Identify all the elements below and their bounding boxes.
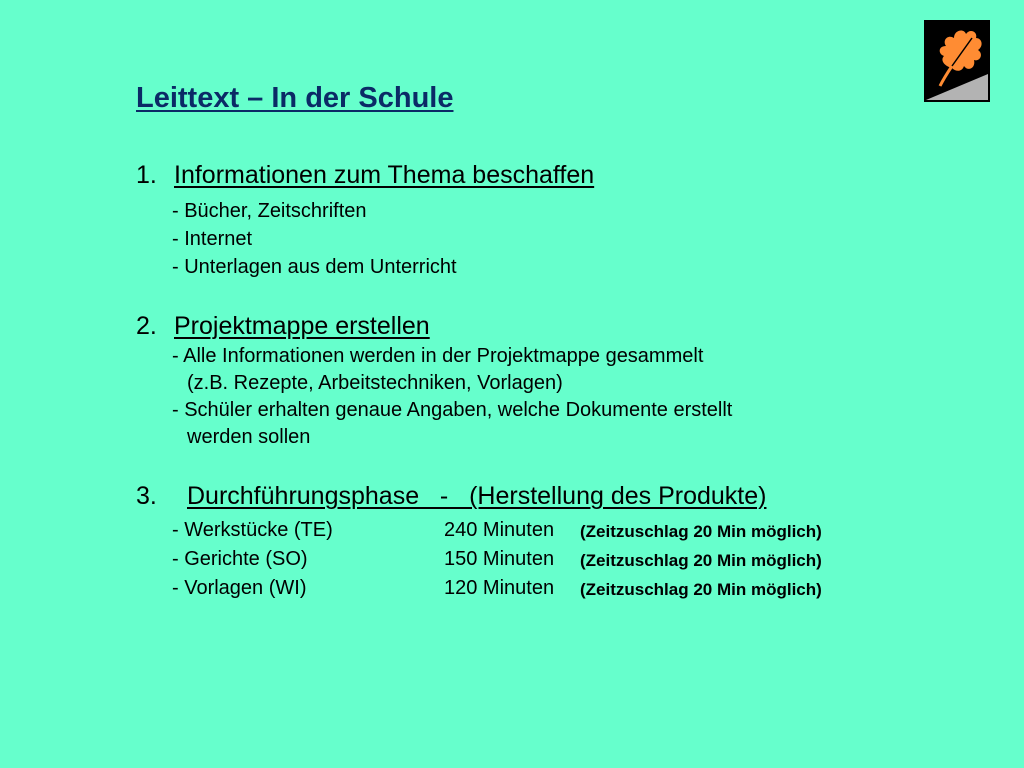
section1-number: 1. xyxy=(136,161,157,189)
row-minutes: 240 Minuten xyxy=(444,519,555,541)
row-note: (Zeitzuschlag 20 Min möglich) xyxy=(580,580,822,599)
row-item: - Gerichte (SO) xyxy=(172,548,308,570)
section1-item: - Unterlagen aus dem Unterricht xyxy=(172,256,457,278)
section2-line: - Schüler erhalten genaue Angaben, welche Dokumente erstellt xyxy=(172,399,733,421)
oak-leaf-icon xyxy=(926,22,988,100)
section2-line: werden sollen xyxy=(187,426,311,448)
section1-heading: Informationen zum Thema beschaffen xyxy=(174,161,595,189)
section1-item: - Bücher, Zeitschriften xyxy=(172,200,367,222)
row-item: - Vorlagen (WI) xyxy=(172,577,307,599)
page-title: Leittext – In der Schule xyxy=(136,82,454,114)
row-minutes: 150 Minuten xyxy=(444,548,555,570)
row-note: (Zeitzuschlag 20 Min möglich) xyxy=(580,522,822,541)
section2-line: (z.B. Rezepte, Arbeitstechniken, Vorlagen) xyxy=(187,372,563,394)
oak-leaf-logo xyxy=(924,20,990,102)
section2-number: 2. xyxy=(136,312,157,340)
section1-item: - Internet xyxy=(172,228,253,250)
section2-line: - Alle Informationen werden in der Projektmappe gesammelt xyxy=(172,345,704,367)
section2-heading: Projektmappe erstellen xyxy=(174,312,430,340)
section3-number: 3. xyxy=(136,482,157,510)
section3-heading: Durchführungsphase - (Herstellung des Produkte) xyxy=(187,482,767,510)
row-item: - Werkstücke (TE) xyxy=(172,519,333,541)
row-note: (Zeitzuschlag 20 Min möglich) xyxy=(580,551,822,570)
row-minutes: 120 Minuten xyxy=(444,577,555,599)
